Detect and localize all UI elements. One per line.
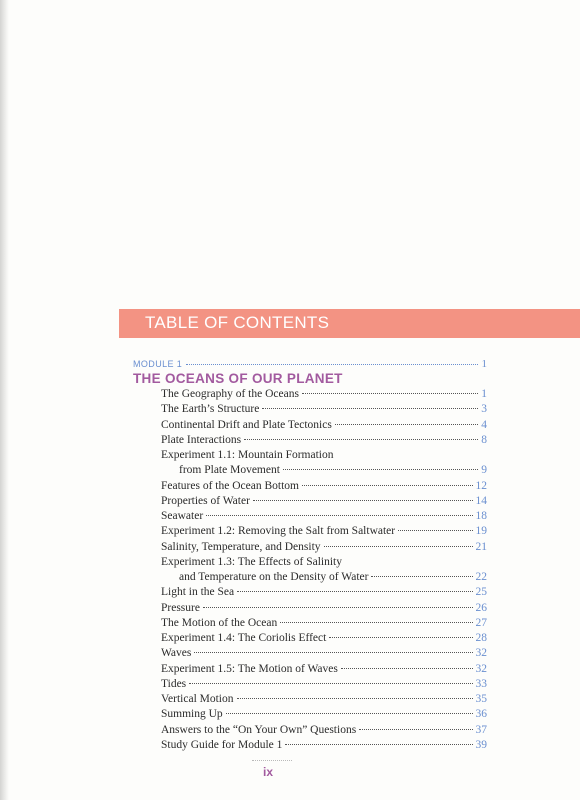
toc-entry[interactable] — [161, 524, 487, 539]
dot-leader — [285, 744, 472, 745]
toc-entry-row — [161, 387, 487, 402]
toc-entry-row — [161, 677, 487, 692]
dot-leader — [194, 652, 472, 653]
toc-entry-page-number: 1 — [481, 388, 487, 400]
toc-entry-list — [161, 387, 487, 753]
toc-entry-row — [161, 723, 487, 738]
dot-leader — [329, 637, 472, 638]
toc-entry-row — [161, 601, 487, 616]
dot-leader — [203, 607, 473, 608]
toc-entry-page-number: 19 — [475, 525, 487, 538]
toc-entry-title: Vertical Motion — [161, 693, 234, 705]
toc-entry-page-number: 25 — [475, 586, 487, 599]
toc-entry[interactable] — [161, 692, 487, 707]
toc-entry-row — [161, 402, 487, 417]
toc-entry-title: Experiment 1.2: Removing the Salt from Saltwater — [161, 525, 396, 538]
toc-entry-page-number: 27 — [475, 616, 487, 629]
toc-entry-title: Properties of Water — [161, 494, 250, 507]
dot-leader — [324, 546, 473, 547]
toc-entry-title: Salinity, Temperature, and Density — [161, 540, 321, 553]
dot-leader — [237, 698, 473, 699]
toc-entry-page-number: 22 — [475, 571, 487, 583]
toc-entry-page-number: 12 — [475, 479, 487, 492]
toc-entry[interactable] — [161, 509, 487, 524]
toc-entry-page-number: 35 — [475, 693, 487, 705]
toc-entry[interactable] — [161, 448, 487, 479]
toc-entry-title: The Earth’s Structure — [161, 403, 260, 416]
dot-leader — [302, 393, 478, 394]
dot-leader — [206, 515, 472, 516]
toc-entry[interactable] — [161, 631, 487, 646]
toc-entry-title: Answers to the “On Your Own” Questions — [161, 723, 357, 736]
module-title: THE OCEANS OF OUR PLANET — [133, 371, 343, 386]
toc-entry-row — [161, 524, 487, 539]
toc-entry[interactable] — [161, 402, 487, 417]
toc-entry-row — [161, 738, 487, 753]
dot-leader — [359, 729, 472, 730]
toc-entry[interactable] — [161, 540, 487, 555]
module-entry[interactable] — [133, 358, 487, 370]
toc-entry[interactable] — [161, 601, 487, 616]
toc-entry-title: Seawater — [161, 510, 204, 522]
toc-entry[interactable] — [161, 479, 487, 494]
dot-leader — [253, 500, 473, 501]
toc-entry[interactable] — [161, 738, 487, 753]
toc-entry-row — [161, 509, 487, 524]
toc-entry-title: Experiment 1.4: The Coriolis Effect — [161, 632, 327, 644]
dot-leader — [341, 668, 473, 669]
toc-entry-row — [161, 631, 487, 646]
toc-entry-title: Experiment 1.1: Mountain Formation — [161, 449, 334, 461]
dot-leader — [335, 424, 478, 425]
toc-entry-page-number: 26 — [475, 601, 487, 614]
toc-entry-title: Plate Interactions — [161, 433, 242, 446]
toc-entry-title: Summing Up — [161, 708, 223, 721]
toc-entry[interactable] — [161, 707, 487, 722]
dot-leader — [283, 469, 478, 470]
toc-entry-title: Waves — [161, 647, 192, 660]
toc-entry[interactable] — [161, 662, 487, 677]
toc-entry-row — [161, 692, 487, 707]
toc-entry-title: Experiment 1.3: The Effects of Salinity — [161, 555, 342, 568]
toc-entry-title: Study Guide for Module 1 — [161, 738, 283, 751]
toc-entry[interactable] — [161, 677, 487, 692]
toc-entry-page-number: 8 — [481, 433, 487, 446]
toc-entry-row — [161, 570, 487, 585]
dot-leader — [226, 713, 473, 714]
module-page-number: 1 — [481, 358, 487, 370]
toc-entry[interactable] — [161, 585, 487, 600]
toc-entry-title: Features of the Ocean Bottom — [161, 479, 299, 492]
toc-entry-page-number: 9 — [481, 464, 487, 477]
toc-entry-page-number: 39 — [475, 738, 487, 751]
toc-entry-page-number: 36 — [475, 708, 487, 721]
page-gutter-shadow — [0, 0, 9, 800]
toc-entry-row — [161, 433, 487, 448]
dot-leader — [237, 591, 472, 592]
dot-leader — [189, 683, 472, 684]
toc-entry[interactable] — [161, 723, 487, 738]
toc-entry-title: The Geography of the Oceans — [161, 388, 299, 400]
toc-heading: TABLE OF CONTENTS — [145, 313, 330, 332]
toc-entry-page-number: 18 — [475, 510, 487, 522]
dot-leader — [398, 530, 472, 531]
footer-rule — [252, 760, 292, 761]
page-number: ix — [263, 765, 274, 779]
dot-leader — [371, 576, 472, 577]
toc-entry-row — [161, 494, 487, 509]
toc-entry-title: Experiment 1.5: The Motion of Waves — [161, 662, 338, 675]
toc-entry-title: The Motion of the Ocean — [161, 616, 278, 629]
dot-leader — [302, 485, 473, 486]
toc-entry[interactable] — [161, 418, 487, 433]
toc-entry-page-number: 32 — [475, 647, 487, 660]
toc-entry-page-number: 4 — [481, 418, 487, 431]
toc-entry[interactable] — [161, 646, 487, 661]
toc-entry-title: Tides — [161, 677, 187, 690]
toc-entry-title-continuation: from Plate Movement — [179, 464, 280, 477]
toc-entry-row — [161, 646, 487, 661]
toc-entry-row — [161, 540, 487, 555]
toc-entry-page-number: 3 — [481, 403, 487, 416]
toc-entry-row — [161, 616, 487, 631]
dot-leader — [244, 439, 478, 440]
dot-leader — [280, 622, 472, 623]
toc-entry-page-number: 32 — [475, 662, 487, 675]
module-label: MODULE 1 — [133, 359, 183, 369]
toc-entry-title: Continental Drift and Plate Tectonics — [161, 418, 332, 431]
toc-entry-row — [161, 418, 487, 433]
toc-entry-page-number: 37 — [475, 723, 487, 736]
toc-entry-title-continuation: and Temperature on the Density of Water — [179, 571, 369, 583]
toc-entry-page-number: 28 — [475, 632, 487, 644]
toc-entry-row — [161, 479, 487, 494]
toc-entry-row — [161, 662, 487, 677]
dot-leader — [262, 408, 478, 409]
toc-entry-title: Pressure — [161, 601, 200, 614]
dot-leader — [186, 364, 477, 365]
toc-entry[interactable] — [161, 387, 487, 402]
toc-entry-page-number: 14 — [475, 494, 487, 507]
toc-entry[interactable] — [161, 433, 487, 448]
toc-entry-page-number: 33 — [475, 677, 487, 690]
toc-entry-row — [161, 585, 487, 600]
toc-entry-page-number: 21 — [475, 540, 487, 553]
toc-entry-title: Light in the Sea — [161, 586, 235, 599]
toc-entry[interactable] — [161, 616, 487, 631]
toc-entry[interactable] — [161, 494, 487, 509]
toc-entry-row — [161, 463, 487, 478]
toc-entry[interactable] — [161, 555, 487, 586]
toc-entry-row — [161, 707, 487, 722]
